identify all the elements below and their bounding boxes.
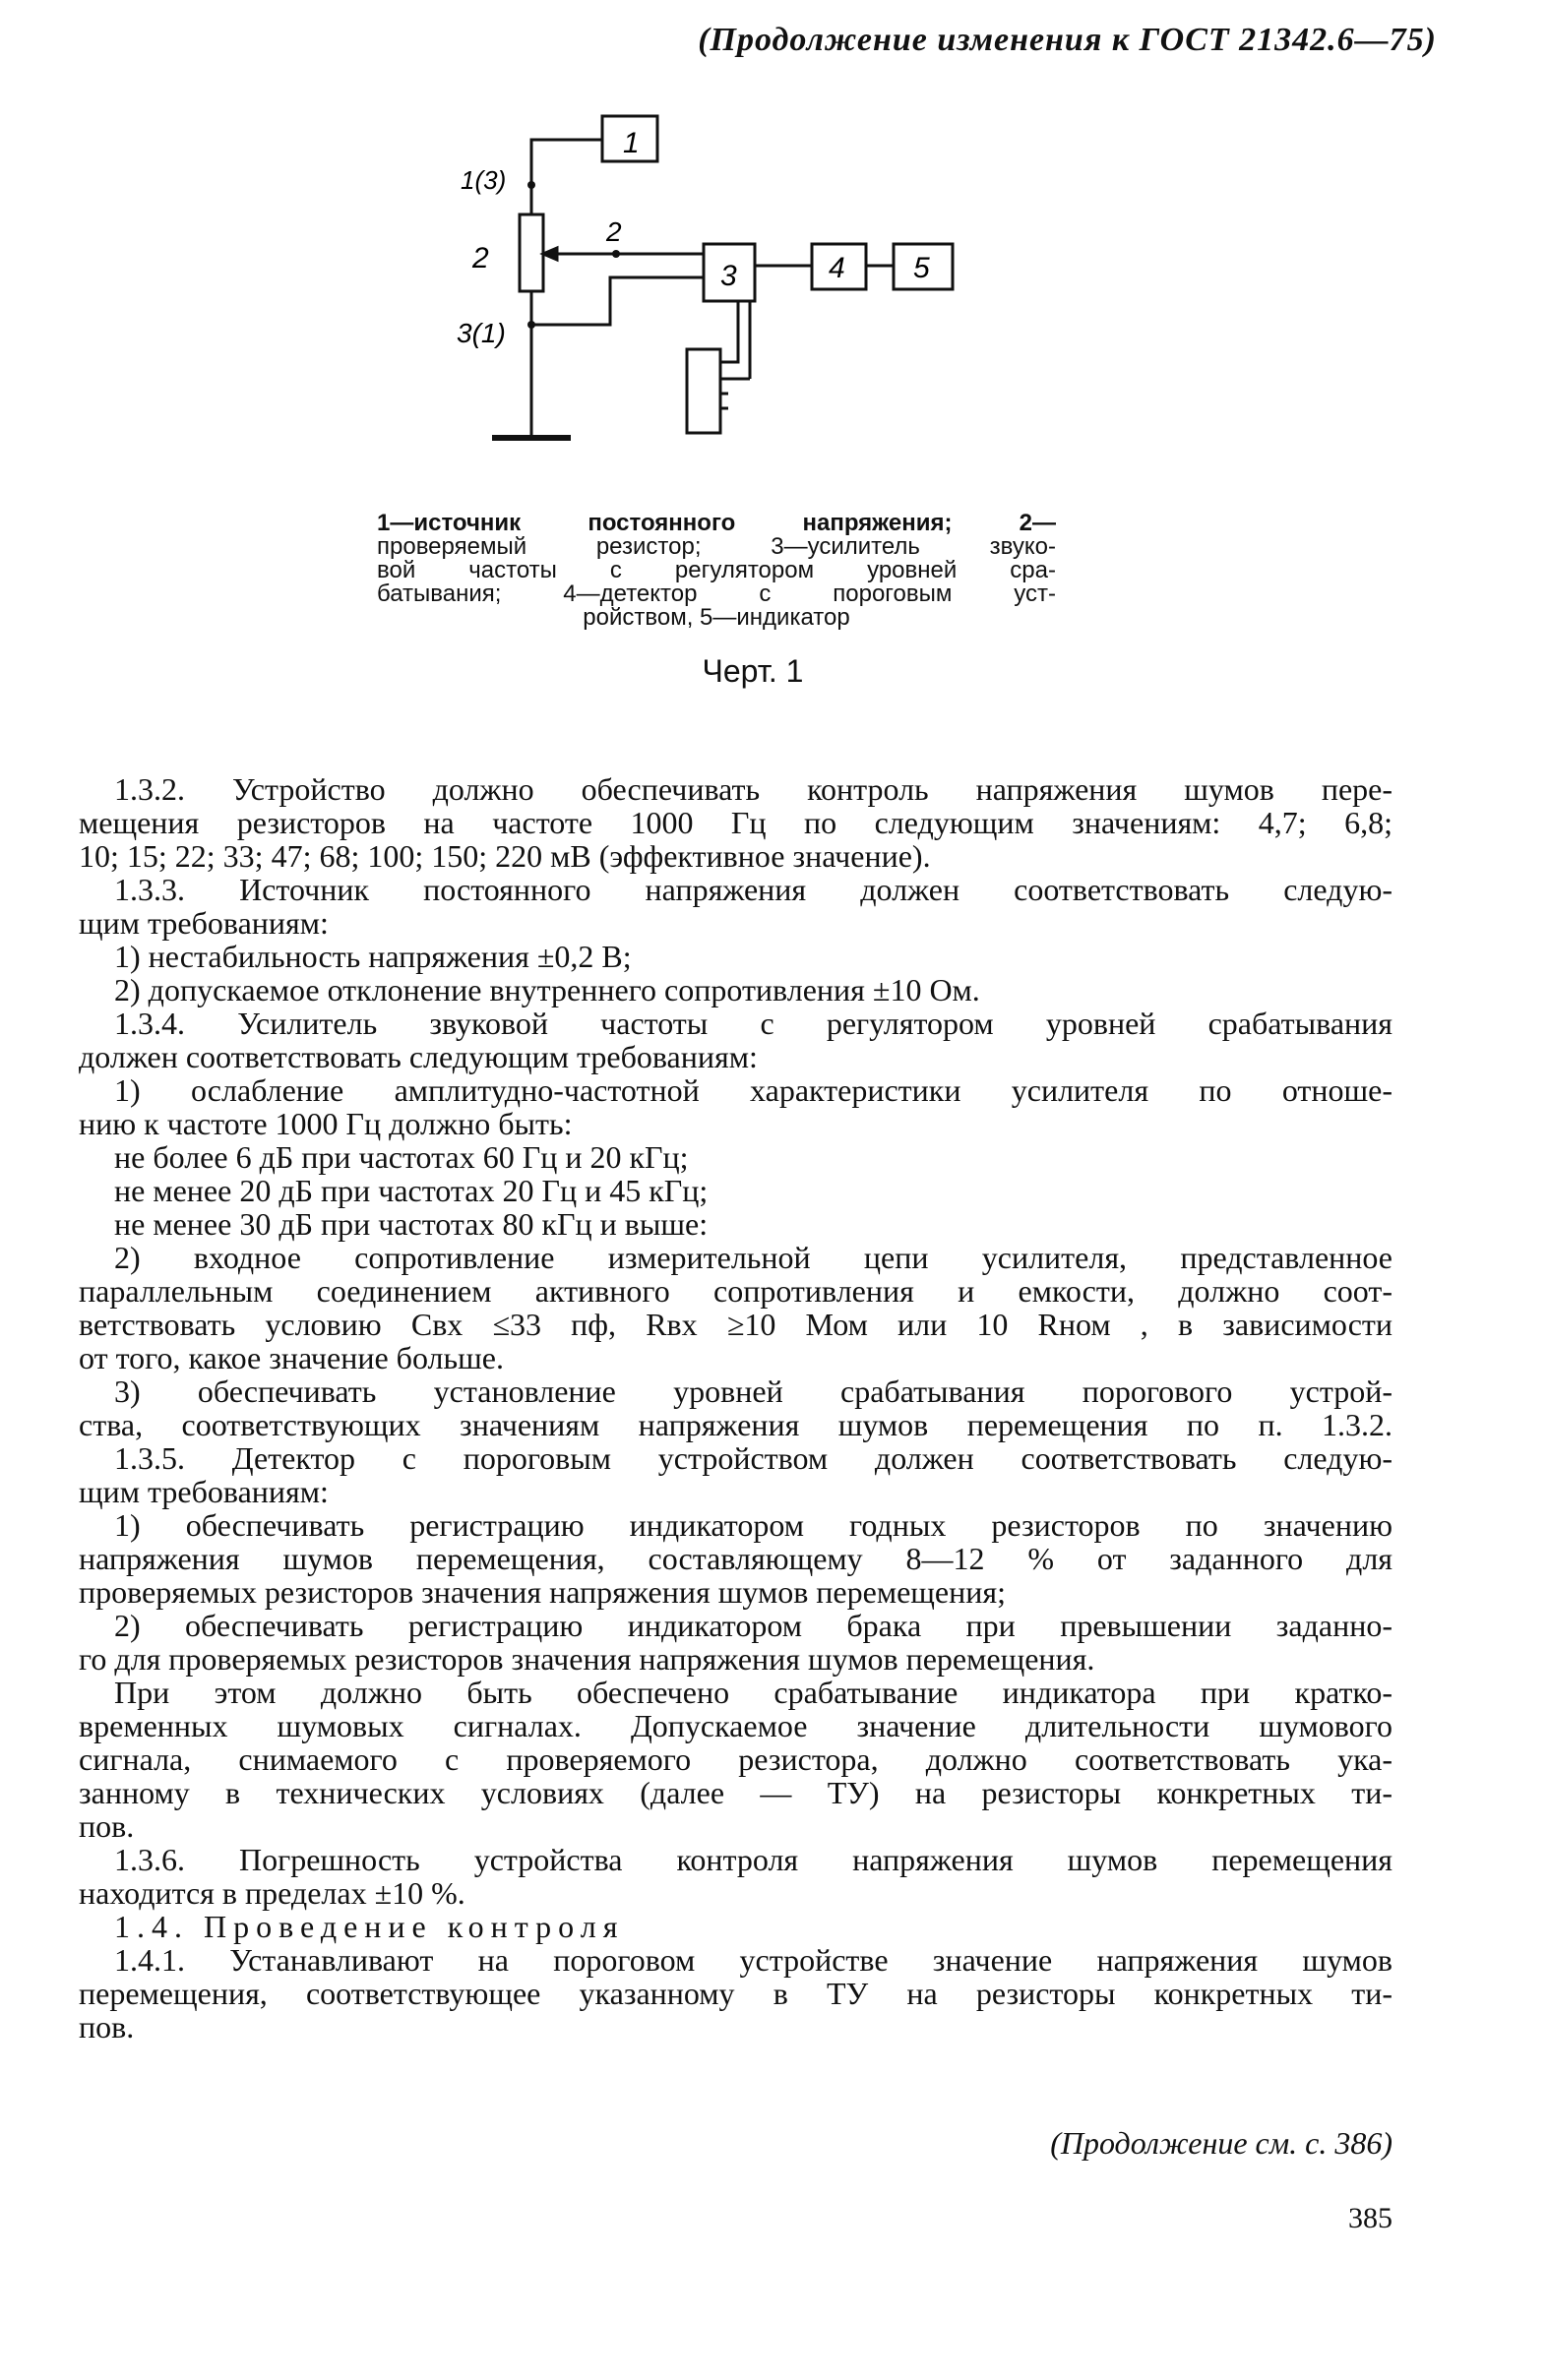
text-line: 2) обеспечивать регистрацию индикатором брака при превышении заданно- bbox=[114, 1608, 1392, 1643]
text-line: пов. bbox=[79, 2009, 135, 2044]
text-line: 2) допускаемое отклонение внутреннего сопротивления ±10 Ом. bbox=[114, 972, 980, 1007]
text-line: сигнала, снимаемого с проверяемого резистора, должно соответствовать ука- bbox=[79, 1741, 1392, 1777]
text-line: пов. bbox=[79, 1808, 135, 1844]
text-line: щим требованиям: bbox=[79, 905, 329, 941]
text-line: го для проверяемых резисторов значения напряжения шумов перемещения. bbox=[79, 1641, 1095, 1677]
block-1-label: 1 bbox=[623, 127, 640, 159]
section-heading: 1.4. Проведение контроля bbox=[114, 1909, 625, 1944]
text-line: не менее 30 дБ при частотах 80 кГц и выше: bbox=[114, 1206, 709, 1242]
text-line: 1) обеспечивать регистрацию индикатором годных резисторов по значению bbox=[114, 1507, 1392, 1543]
text-line: не более 6 дБ при частотах 60 Гц и 20 кГц; bbox=[114, 1139, 689, 1175]
text-line: не менее 20 дБ при частотах 20 Гц и 45 кГц; bbox=[114, 1173, 709, 1208]
text-line: 10; 15; 22; 33; 47; 68; 100; 150; 220 мВ (эффективное значение). bbox=[79, 838, 931, 874]
text-line: 1.3.3. Источник постоянного напряжения должен соответствовать следую- bbox=[114, 872, 1392, 907]
caption-line: вой частоты с регулятором уровней сра- bbox=[377, 557, 1056, 583]
text-line: 1) нестабильность напряжения ±0,2 В; bbox=[114, 939, 632, 974]
text-line: ства, соответствующих значениям напряжения шумов перемещения по п. 1.3.2. bbox=[79, 1407, 1392, 1442]
caption-line: батывания; 4—детектор с пороговым уст- bbox=[377, 580, 1056, 607]
text-line: занному в технических условиях (далее — ТУ) на резисторы конкретных ти- bbox=[79, 1775, 1392, 1810]
text-line: При этом должно быть обеспечено срабатывание индикатора при кратко- bbox=[114, 1675, 1392, 1710]
label-terminal-3: 3(1) bbox=[457, 318, 506, 348]
text-line: мещения резисторов на частоте 1000 Гц по следующим значениям: 4,7; 6,8; bbox=[79, 805, 1392, 840]
circuit-diagram bbox=[433, 98, 1043, 492]
text-line: параллельным соединением активного сопротивления и емкости, должно соот- bbox=[79, 1273, 1392, 1309]
text-line: от того, какое значение больше. bbox=[79, 1340, 504, 1375]
page-number: 385 bbox=[1348, 2202, 1392, 2234]
label-terminal-1: 1(3) bbox=[461, 165, 507, 195]
text-line: 1.4.1. Устанавливают на пороговом устройстве значение напряжения шумов bbox=[114, 1942, 1392, 1978]
text-line: 1.3.4. Усилитель звуковой частоты с регулятором уровней срабатывания bbox=[114, 1006, 1392, 1041]
text-line: ветствовать условию Cвх ≤33 пф, Rвх ≥10 Мом или 10 Rном , в зависимости bbox=[79, 1307, 1392, 1342]
figure-caption bbox=[377, 512, 1056, 630]
caption-line: ройством, 5—индикатор bbox=[583, 604, 850, 631]
resistor bbox=[520, 214, 543, 291]
caption-line: проверяемый резистор; 3—усилитель звуко- bbox=[377, 533, 1056, 560]
text-line: проверяемых резисторов значения напряжения шумов перемещения; bbox=[79, 1574, 1006, 1610]
text-line: должен соответствовать следующим требованиям: bbox=[79, 1039, 758, 1074]
page-header: (Продолжение изменения к ГОСТ 21342.6—75) bbox=[698, 22, 1437, 58]
label-resistor: 2 bbox=[472, 242, 489, 275]
caption-line: 1—источник постоянного напряжения; 2— bbox=[377, 510, 1056, 536]
text-line: 1) ослабление амплитудно-частотной характеристики усилителя по отноше- bbox=[114, 1072, 1392, 1108]
block-3-label: 3 bbox=[720, 260, 737, 292]
text-line: перемещения, соответствующее указанному в ТУ на резисторы конкретных ти- bbox=[79, 1976, 1392, 2011]
text-line: 2) входное сопротивление измерительной цепи усилителя, представленное bbox=[114, 1240, 1392, 1275]
text-line: временных шумовых сигналах. Допускаемое значение длительности шумового bbox=[79, 1708, 1392, 1743]
text-line: напряжения шумов перемещения, составляющему 8—12 % от заданного для bbox=[79, 1541, 1392, 1576]
body-text bbox=[79, 772, 1392, 2044]
text-line: 3) обеспечивать установление уровней срабатывания порогового устрой- bbox=[114, 1373, 1392, 1409]
text-line: щим требованиям: bbox=[79, 1474, 329, 1509]
block-4-label: 4 bbox=[829, 252, 845, 284]
text-line: находится в пределах ±10 %. bbox=[79, 1875, 465, 1911]
figure-title: Черт. 1 bbox=[702, 653, 804, 689]
label-wiper: 2 bbox=[606, 216, 622, 247]
text-line: 1.3.6. Погрешность устройства контроля напряжения шумов перемещения bbox=[114, 1842, 1392, 1877]
continuation-note: (Продолжение см. с. 386) bbox=[1050, 2125, 1392, 2161]
text-line: 1.3.2. Устройство должно обеспечивать контроль напряжения шумов пере- bbox=[114, 771, 1392, 807]
block-5-label: 5 bbox=[913, 252, 930, 284]
text-line: 1.3.5. Детектор с пороговым устройством должен соответствовать следую- bbox=[114, 1440, 1392, 1476]
level-regulator bbox=[687, 349, 720, 433]
text-line: нию к частоте 1000 Гц должно быть: bbox=[79, 1106, 573, 1141]
